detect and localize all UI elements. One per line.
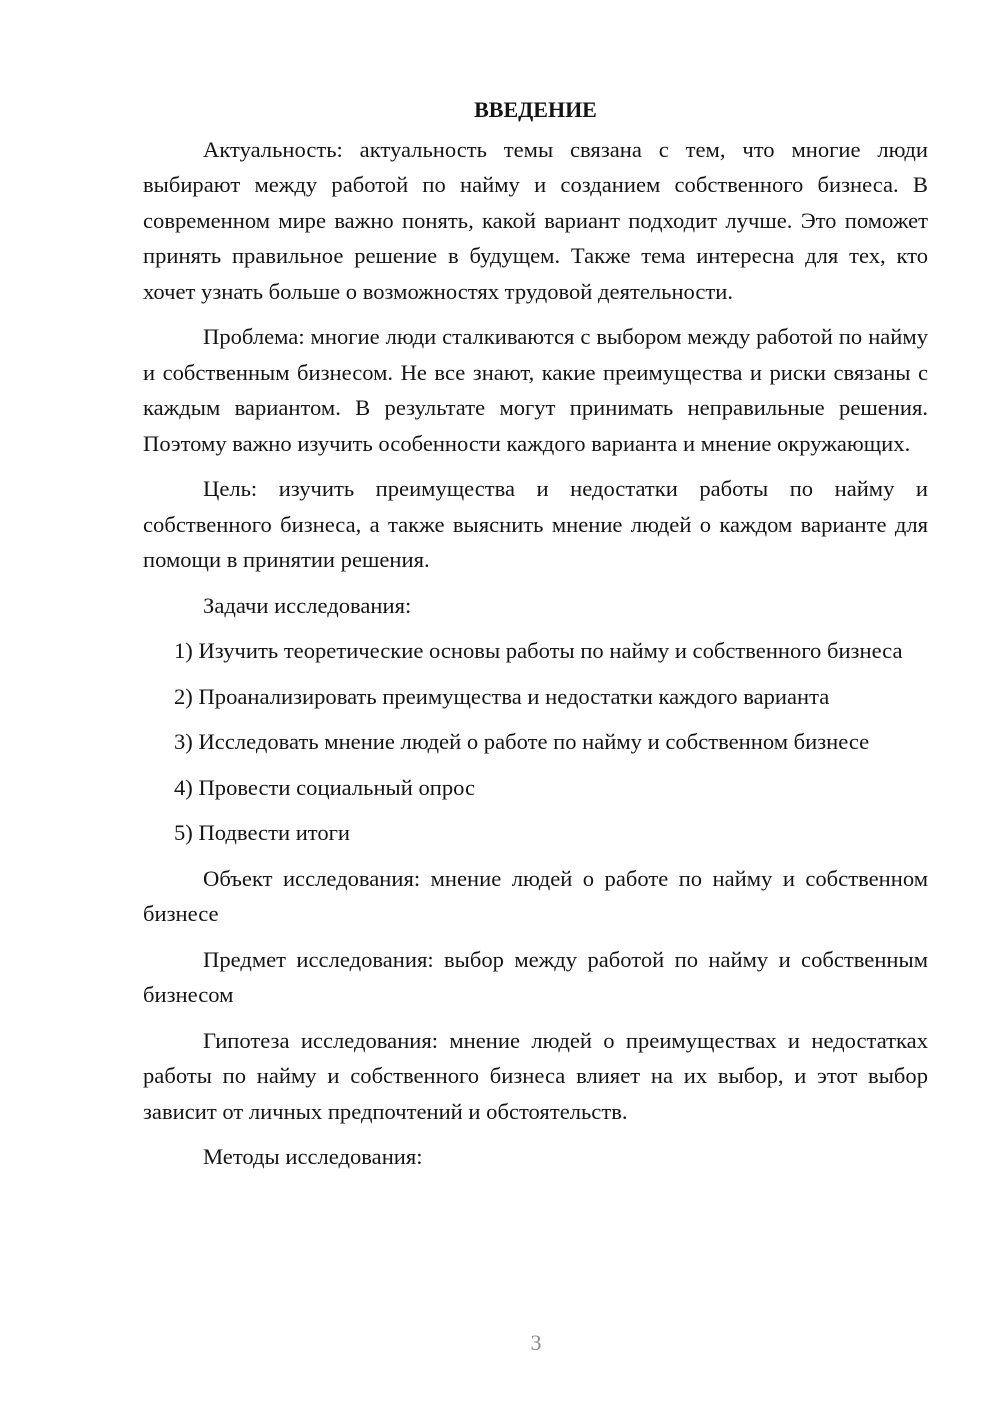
- task-item-2: 2) Проанализировать преимущества и недостатки каждого варианта: [174, 683, 830, 709]
- page-number: 3: [530, 1330, 542, 1355]
- research-hypothesis-paragraph: Гипотеза исследования: мнение людей о преимуществах и недостатках работы по найму и собственного бизнеса влияет на их выбор, и этот выбор зависит от личных предпочтений и обстоятельств.: [143, 1027, 928, 1124]
- task-item-1: 1) Изучить теоретические основы работы по найму и собственного бизнеса: [174, 638, 903, 663]
- task-item-4: 4) Провести социальный опрос: [174, 774, 476, 800]
- task-item-3: 3) Исследовать мнение людей о работе по найму и собственном бизнесе: [174, 729, 870, 754]
- research-object-paragraph: Объект исследования: мнение людей о работе по найму и собственном бизнесе: [143, 865, 928, 926]
- page-content: [143, 92, 928, 1185]
- research-methods-heading: Методы исследования:: [203, 1144, 423, 1169]
- task-item-5: 5) Подвести итоги: [174, 820, 351, 845]
- goal-paragraph: Цель: изучить преимущества и недостатки работы по найму и собственного бизнеса, а также выяснить мнение людей о каждом варианте для помощи в принятии решения.: [143, 476, 928, 572]
- tasks-heading: Задачи исследования:: [203, 592, 412, 618]
- relevance-paragraph: Актуальность: актуальность темы связана с тем, что многие люди выбирают между работой по найму и созданием собственного бизнеса. В современном мире важно понять, какой вариант подходит лучше. Это поможет принять правильное решение в будущем. Также тема интересна для тех, кто хочет узнать больше о возможностях трудовой деятельности.: [143, 136, 928, 304]
- research-subject-paragraph: Предмет исследования: выбор между работой по найму и собственным бизнесом: [143, 946, 928, 1007]
- problem-paragraph: Проблема: многие люди сталкиваются с выбором между работой по найму и собственным бизнесом. Не все знают, какие преимущества и риски связаны с каждым вариантом. В результате могут принимать неправильные решения. Поэтому важно изучить особенности каждого варианта и мнение окружающих.: [143, 324, 928, 456]
- section-heading: ВВЕДЕНИЕ: [474, 97, 597, 122]
